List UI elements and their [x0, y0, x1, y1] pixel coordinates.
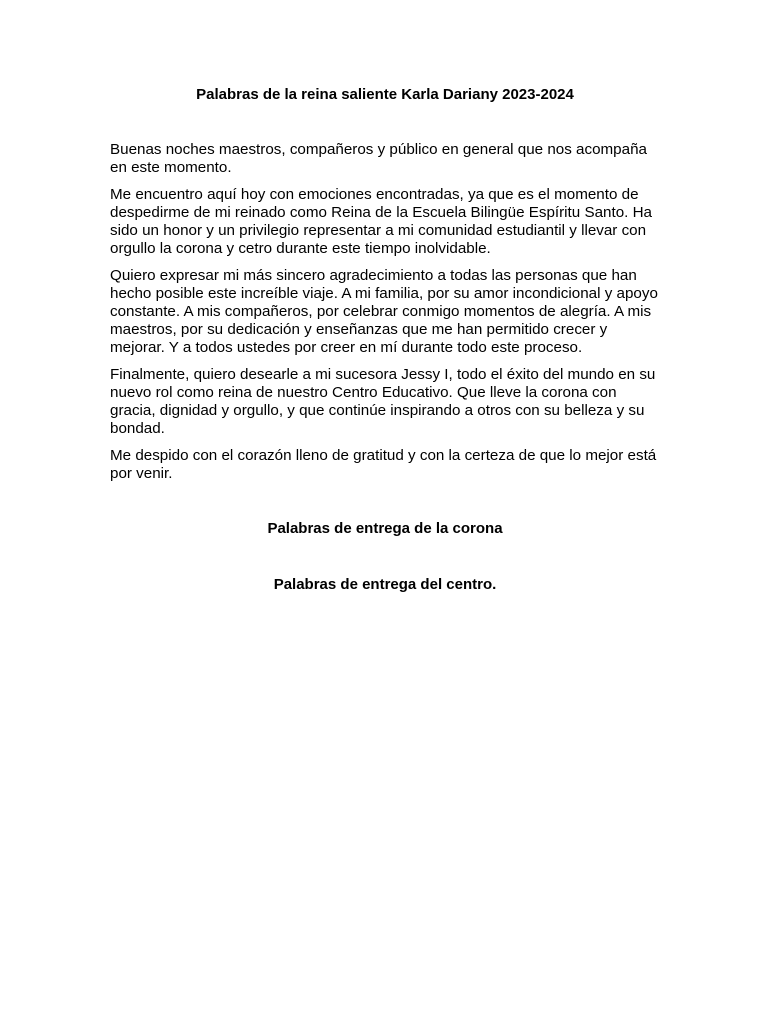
- paragraph-closing: Me despido con el corazón lleno de gratitud y con la certeza de que lo mejor está por venir.: [110, 447, 657, 482]
- speech-body: [110, 141, 660, 483]
- paragraph-farewell-reign: Me encuentro aquí hoy con emociones encontradas, ya que es el momento de despedirme de mi reinado como Reina de la Escuela Bilingüe Espíritu Santo. Ha sido un honor y un privilegio representar a mi comunidad estudiantil y llevar con orgullo la corona y cetro durante este tiempo inolvidable.: [110, 186, 652, 257]
- document-page: [110, 84, 660, 595]
- document-title: Palabras de la reina saliente Karla Dariany 2023-2024: [196, 86, 574, 103]
- paragraph-successor-wishes: Finalmente, quiero desearle a mi sucesora Jessy I, todo el éxito del mundo en su nuevo rol como reina de nuestro Centro Educativo. Que lleve la corona con gracia, dignidad y orgullo, y que continúe inspirando a otros con su belleza y su bondad.: [110, 366, 656, 437]
- heading-center-handover: Palabras de entrega del centro.: [273, 576, 497, 593]
- heading-crown-handover: Palabras de entrega de la corona: [267, 520, 503, 537]
- paragraph-gratitude: Quiero expresar mi más sincero agradecimiento a todas las personas que han hecho posible este increíble viaje. A mi familia, por su amor incondicional y apoyo constante. A mis compañeros, por celebrar conmigo momentos de alegría. A mis maestros, por su dedicación y enseñanzas que me han permitido crecer y mejorar. Y a todos ustedes por creer en mí durante todo este proceso.: [110, 267, 658, 356]
- paragraph-greeting: Buenas noches maestros, compañeros y público en general que nos acompaña en este momento.: [110, 141, 647, 176]
